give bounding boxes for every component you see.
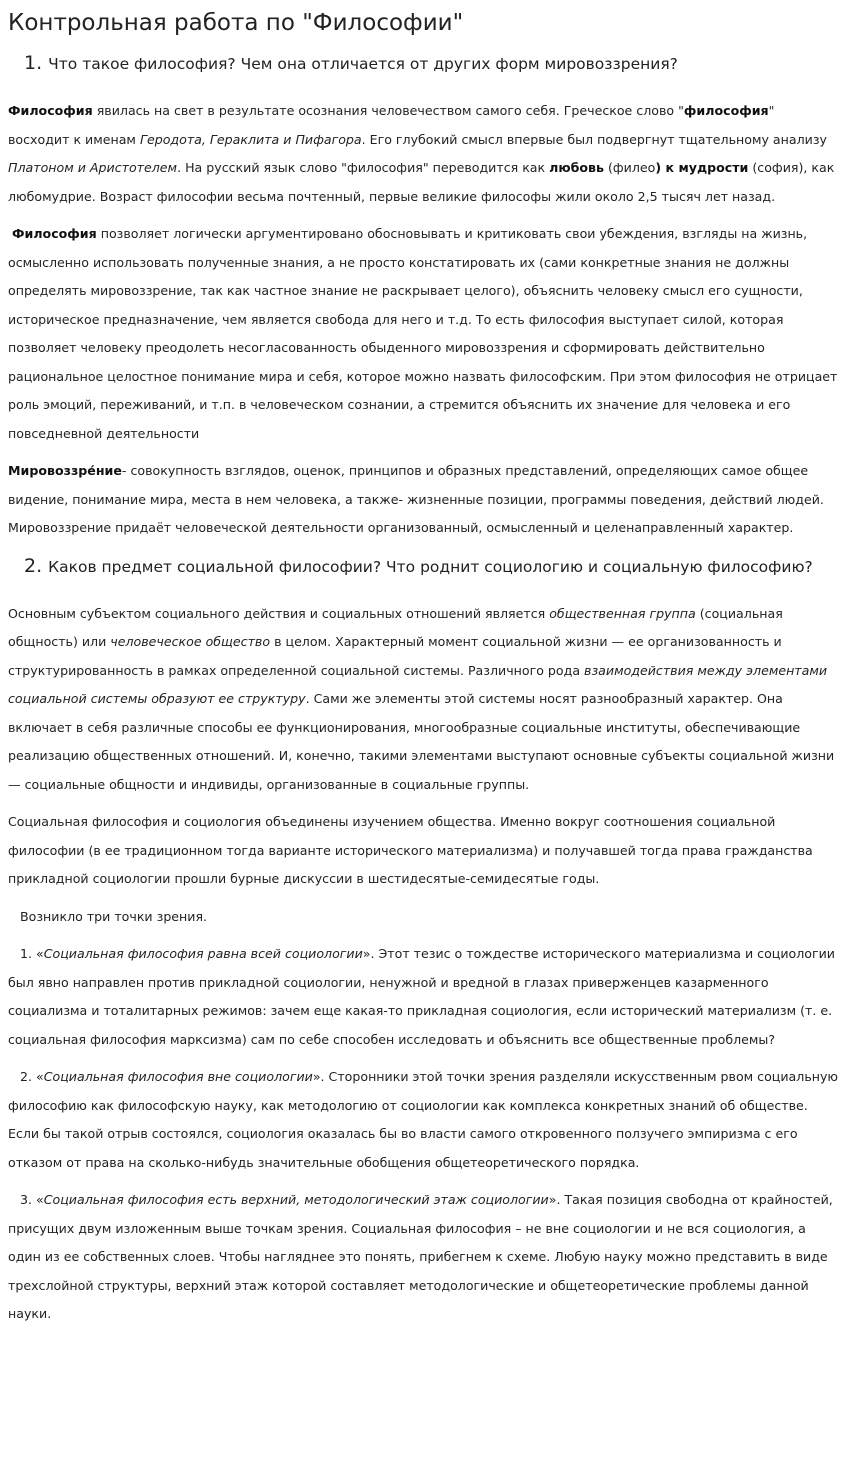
q2-paragraph-view-2: 2. «Социальная философия вне социологии». Сторонники этой точки зрения разделяли искусственным рвом социальную философию как философскую науку, как методологию от социологии как комплекса конкретных знаний об обществе. Если бы такой отрыв состоялся, социология оказалась бы во власти самого откровенного ползучего эмпиризма с его отказом от права на сколько-нибудь значительные обобщения общетеоретического порядка.: [8, 1069, 839, 1170]
question-2-text: Каков предмет социальной философии? Что роднит социологию и социальную философию?: [48, 557, 813, 576]
q1-paragraph-worldview: Мировоззре́ние- совокупность взглядов, оценок, принципов и образных представлений, определяющих самое общее видение, понимание мира, места в нем человека, а также- жизненные позиции, программы поведения, действий людей. Мировоззрение придаёт человеческой деятельности организованный, осмысленный и целенаправленный характер.: [8, 463, 824, 535]
q2-paragraph-view-3: 3. «Социальная философия есть верхний, методологический этаж социологии». Такая позиция свободна от крайностей, присущих двум изложенным выше точкам зрения. Социальная философия – не вне социологии и не вся социология, а один из ее собственных слоев. Чтобы нагляднее это понять, прибегнем к схеме. Любую науку можно представить в виде трехслойной структуры, верхний этаж которой составляет методологические и общетеоретические проблемы данной науки.: [8, 1192, 833, 1321]
question-1-number: 1.: [24, 52, 43, 74]
question-1-heading: [8, 52, 839, 75]
q2-paragraph-discussions: Социальная философия и социология объединены изучением общества. Именно вокруг соотношения социальной философии (в ее традиционном тогда варианте исторического материализма) и получавшей тогда права гражданства прикладной социологии прошли бурные дискуссии в шестидесятые-семидесятые годы.: [8, 814, 813, 886]
page-title: Контрольная работа по "Философии": [8, 10, 464, 36]
question-2-heading: [8, 555, 839, 578]
q2-paragraph-three-views: Возникло три точки зрения.: [20, 908, 208, 924]
q1-paragraph-philosophy-origin: Философия явилась на свет в результате осознания человечеством самого себя. Греческое слово "философия" восходит к именам Геродота, Гераклита и Пифагора. Его глубокий смысл впервые был подвергнут тщательному анализу Платоном и Аристотелем. На русский язык слово "философия" переводится как любовь (филео) к мудрости (софия), как любомудрие. Возраст философии весьма почтенный, первые великие философы жили около 2,5 тысяч лет назад.: [8, 103, 835, 204]
question-1-text: Что такое философия? Чем она отличается от других форм мировоззрения?: [48, 55, 678, 73]
question-2-number: 2.: [24, 554, 43, 577]
q1-paragraph-philosophy-function: Философия позволяет логически аргументировано обосновывать и критиковать свои убеждения, взгляды на жизнь, осмысленно использовать полученные знания, а не просто констатировать их (сами конкретные знания не должны определять мировоззрение, так как частное знание не раскрывает целого), объяснить человеку смысл его сущности, историческое предназначение, чем является свобода для него и т.д. То есть философия выступает силой, которая позволяет человеку преодолеть несогласованность обыденного мировоззрения и сформировать действительно рациональное целостное понимание мира и себя, которое можно назвать философским. При этом философия не отрицает роль эмоций, переживаний, и т.п. в человеческом сознании, а стремится объяснить их значение для человека и его повседневной деятельности: [8, 226, 838, 441]
q2-paragraph-social-subject: Основным субъектом социального действия и социальных отношений является общественная группа (социальная общность) или человеческое общество в целом. Характерный момент социальной жизни — ее организованность и структурированность в рамках определенной социальной системы. Различного рода взаимодействия между элементами социальной системы образуют ее структуру. Сами же элементы этой системы носят разнообразный характер. Она включает в себя различные способы ее функционирования, многообразные социальные институты, обеспечивающие реализацию общественных отношений. И, конечно, такими элементами выступают основные субъекты социальной жизни — социальные общности и индивиды, организованные в социальные группы.: [8, 605, 835, 792]
q2-paragraph-view-1: 1. «Социальная философия равна всей социологии». Этот тезис о тождестве исторического материализма и социологии был явно направлен против прикладной социологии, ненужной и вредной в глазах приверженцев казарменного социализма и тоталитарных режимов: зачем еще какая-то прикладная социология, если исторический материализм (т. е. социальная философия марксизма) сам по себе способен исследовать и объяснить все общественные проблемы?: [8, 946, 835, 1047]
